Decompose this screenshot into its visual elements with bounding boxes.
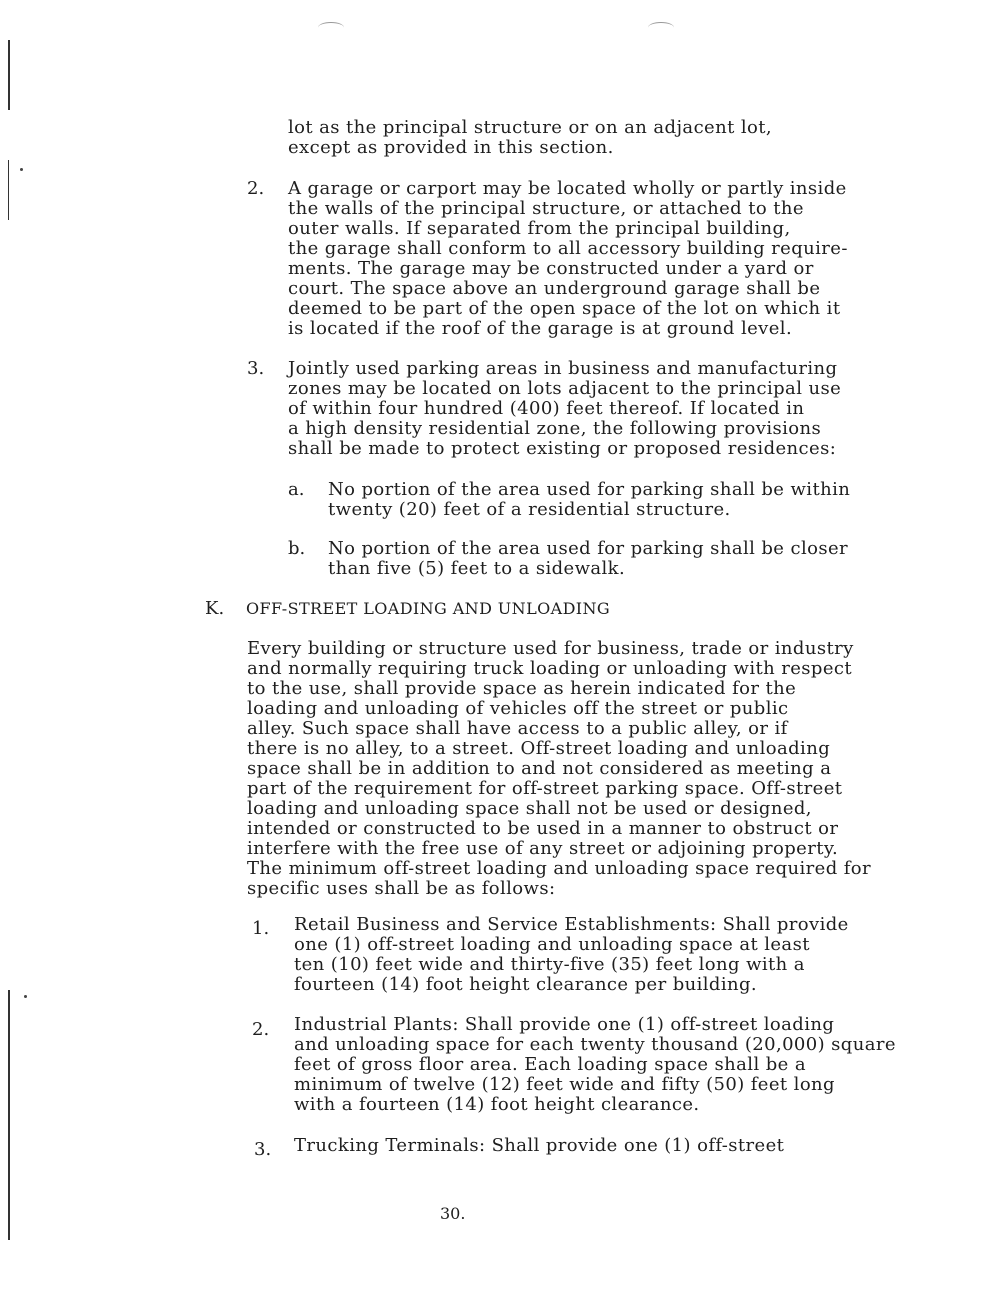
text-line: Jointly used parking areas in business and manufacturing xyxy=(288,358,838,379)
text-line: except as provided in this section. xyxy=(288,137,614,158)
text-line: Industrial Plants: Shall provide one (1) off-street loading xyxy=(294,1014,835,1035)
text-line: a high density residential zone, the following provisions xyxy=(288,418,822,439)
sub-item-label: a. xyxy=(288,479,305,500)
scan-speck xyxy=(20,168,23,171)
scan-margin-mark xyxy=(8,160,9,220)
text-line: shall be made to protect existing or proposed residences: xyxy=(288,438,837,459)
text-line: deemed to be part of the open space of the lot on which it xyxy=(288,298,841,319)
text-line: The minimum off-street loading and unloading space required for xyxy=(247,858,872,879)
text-line: No portion of the area used for parking shall be within xyxy=(328,479,851,500)
text-line: twenty (20) feet of a residential structure. xyxy=(328,499,731,520)
text-line: and unloading space for each twenty thousand (20,000) square xyxy=(294,1034,896,1055)
scan-arc xyxy=(318,22,344,33)
text-line: part of the requirement for off-street parking space. Off-street xyxy=(247,778,843,799)
text-line: Retail Business and Service Establishments: Shall provide xyxy=(294,914,849,935)
text-line: zones may be located on lots adjacent to the principal use xyxy=(288,378,842,399)
text-line: there is no alley, to a street. Off-street loading and unloading xyxy=(247,738,831,759)
scan-speck xyxy=(24,995,27,998)
text-line: ten (10) feet wide and thirty-five (35) feet long with a xyxy=(294,954,805,975)
scan-margin-mark xyxy=(8,40,10,110)
page-number: 30. xyxy=(440,1204,466,1223)
text-line: is located if the roof of the garage is at ground level. xyxy=(288,318,793,339)
text-line: alley. Such space shall have access to a public alley, or if xyxy=(247,718,788,739)
text-line: minimum of twelve (12) feet wide and fifty (50) feet long xyxy=(294,1074,835,1095)
text-line: feet of gross floor area. Each loading space shall be a xyxy=(294,1054,806,1075)
text-line: interfere with the free use of any street or adjoining property. xyxy=(247,838,839,859)
item-number: 3. xyxy=(247,358,265,379)
text-line: to the use, shall provide space as herein indicated for the xyxy=(247,678,797,699)
text-line: one (1) off-street loading and unloading space at least xyxy=(294,934,810,955)
text-line: of within four hundred (400) feet thereof. If located in xyxy=(288,398,805,419)
text-line: Trucking Terminals: Shall provide one (1) off-street xyxy=(294,1135,785,1156)
text-line: loading and unloading of vehicles off the street or public xyxy=(247,698,789,719)
text-line: outer walls. If separated from the principal building, xyxy=(288,218,791,239)
text-line: A garage or carport may be located wholly or partly inside xyxy=(288,178,847,199)
text-line: with a fourteen (14) foot height clearance. xyxy=(294,1094,700,1115)
section-label: K. xyxy=(205,598,225,619)
text-line: the garage shall conform to all accessory building require- xyxy=(288,238,848,259)
text-line: and normally requiring truck loading or unloading with respect xyxy=(247,658,853,679)
text-line: lot as the principal structure or on an adjacent lot, xyxy=(288,117,772,138)
text-line: than five (5) feet to a sidewalk. xyxy=(328,558,626,579)
text-line: fourteen (14) foot height clearance per building. xyxy=(294,974,758,995)
item-number: 3. xyxy=(254,1139,272,1160)
item-number: 2. xyxy=(252,1019,270,1040)
text-line: court. The space above an underground garage shall be xyxy=(288,278,821,299)
text-line: the walls of the principal structure, or attached to the xyxy=(288,198,804,219)
text-line: intended or constructed to be used in a manner to obstruct or xyxy=(247,818,839,839)
sub-item-label: b. xyxy=(288,538,306,559)
item-number: 2. xyxy=(247,178,265,199)
text-line: loading and unloading space shall not be used or designed, xyxy=(247,798,812,819)
scan-arc xyxy=(648,22,674,33)
item-number: 1. xyxy=(252,918,270,939)
text-line: No portion of the area used for parking shall be closer xyxy=(328,538,849,559)
scan-margin-mark xyxy=(8,990,10,1240)
text-line: space shall be in addition to and not considered as meeting a xyxy=(247,758,832,779)
section-heading: OFF-STREET LOADING AND UNLOADING xyxy=(246,599,611,618)
text-line: Every building or structure used for business, trade or industry xyxy=(247,638,854,659)
text-line: specific uses shall be as follows: xyxy=(247,878,556,899)
text-line: ments. The garage may be constructed under a yard or xyxy=(288,258,814,279)
